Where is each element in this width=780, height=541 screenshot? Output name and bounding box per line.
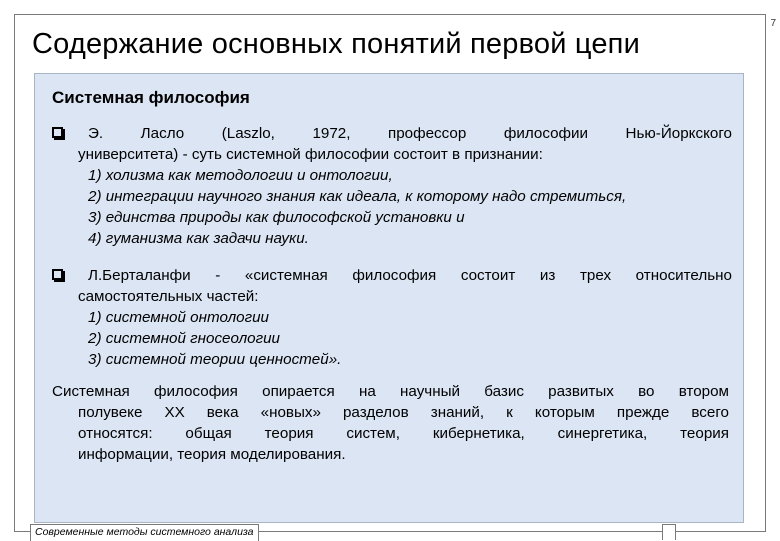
bullet-bertalanffy <box>52 265 732 370</box>
footer-marker <box>662 524 676 540</box>
list-item: 3) единства природы как философской установки и <box>88 209 465 226</box>
list-item: 3) системной теории ценностей». <box>88 351 342 368</box>
page-title: Содержание основных понятий первой цепи <box>32 28 640 60</box>
summary-paragraph <box>52 381 729 465</box>
section-heading: Системная философия <box>52 88 250 107</box>
summary-line: информации, теория моделирования. <box>78 446 346 463</box>
list-item: 4) гуманизма как задачи науки. <box>88 230 309 247</box>
list-item: 2) интеграции научного знания как идеала, к которому надо стремиться, <box>88 188 627 205</box>
page-number: 7 <box>770 18 776 29</box>
bullet-text <box>78 123 732 249</box>
summary-line: относятся: общая теория систем, кибернетика, синергетика, теория <box>78 425 729 442</box>
bullet-laszlo <box>52 123 732 249</box>
list-item: 2) системной гносеологии <box>88 330 281 347</box>
bullet-text <box>78 265 732 370</box>
summary-line: полувеке XX века «новых» разделов знаний, к которым прежде всего <box>78 404 729 421</box>
bullet-continuation: самостоятельных частей: <box>78 288 259 305</box>
square-bullet-icon <box>52 269 63 280</box>
summary-continuation <box>52 402 729 465</box>
bullet-lead-line: Э. Ласло (Laszlo, 1972, профессор философии Нью-Йоркского <box>88 125 732 142</box>
summary-line: Системная философия опирается на научный базис развитых во втором <box>52 383 729 400</box>
list-item: 1) системной онтологии <box>88 309 269 326</box>
square-bullet-icon <box>52 127 63 138</box>
footer-label: Современные методы системного анализа <box>30 524 259 541</box>
bullet-lead-line: Л.Берталанфи - «системная философия состоит из трех относительно <box>88 267 732 284</box>
list-item: 1) холизма как методологии и онтологии, <box>88 167 393 184</box>
bullet-continuation: университета) - суть системной философии состоит в признании: <box>78 146 543 163</box>
